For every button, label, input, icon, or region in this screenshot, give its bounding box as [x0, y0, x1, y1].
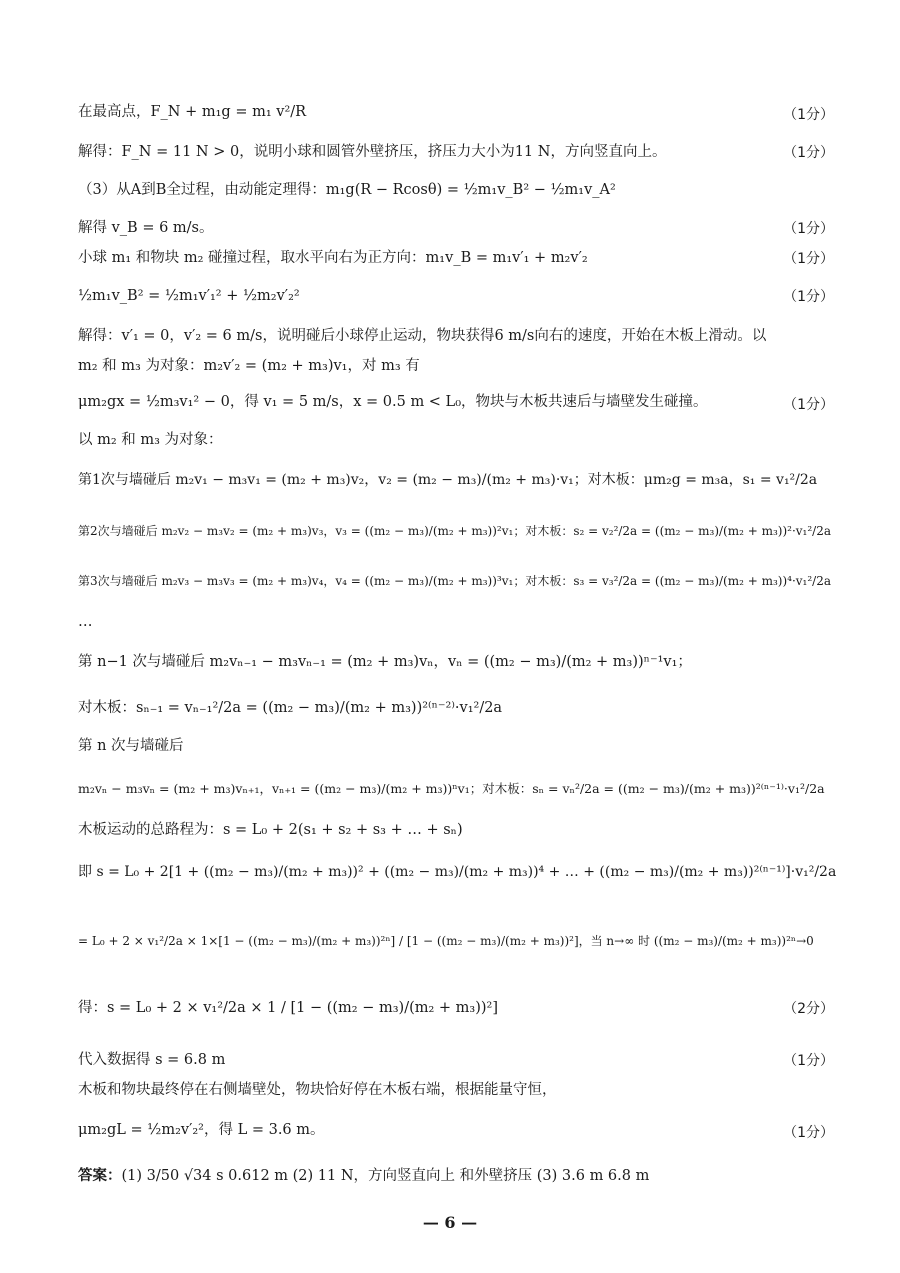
line-text: 第 n 次与墙碰后	[78, 738, 184, 754]
solution-line	[78, 652, 838, 672]
line-text: 对木板：sₙ₋₁ = vₙ₋₁²/2a = ((m₂ − m₃)/(m₂ + m₃))²⁽ⁿ⁻²⁾·v₁²/2a	[78, 700, 503, 716]
score-mark: （1分）	[783, 289, 834, 305]
line-text: 得：s = L₀ + 2 × v₁²/2a × 1 / [1 − ((m₂ − m₃)/(m₂ + m₃))²]	[78, 1000, 499, 1016]
line-text: μm₂gx = ½m₃v₁² − 0，得 v₁ = 5 m/s，x = 0.5 m < L₀，物块与木板共速后与墙壁发生碰撞。	[78, 394, 708, 410]
line-text: 解得：F_N = 11 N > 0，说明小球和圆管外壁挤压，挤压力大小为11 N，方向竖直向上。	[78, 144, 667, 160]
solution-line	[78, 142, 838, 162]
solution-line	[78, 356, 838, 376]
line-text: 即 s = L₀ + 2[1 + ((m₂ − m₃)/(m₂ + m₃))² + ((m₂ − m₃)/(m₂ + m₃))⁴ + … + ((m₂ − m₃)/(m₂ + m₃))²⁽ⁿ⁻¹⁾]·v₁²/2a	[78, 864, 837, 880]
solution-line	[78, 470, 838, 490]
line-text: 小球 m₁ 和物块 m₂ 碰撞过程，取水平向右为正方向：m₁v_B = m₁v′₁ + m₂v′₂	[78, 250, 588, 266]
solution-line	[78, 430, 838, 450]
page-number: — 6 —	[422, 1213, 478, 1232]
line-text: m₂vₙ − m₃vₙ = (m₂ + m₃)vₙ₊₁，vₙ₊₁ = ((m₂ − m₃)/(m₂ + m₃))ⁿv₁；对木板：sₙ = vₙ²/2a = ((m₂ − m₃)/(m₂ + m₃))²⁽ⁿ⁻¹⁾·v₁²/2a	[78, 780, 825, 796]
solution-line	[78, 102, 838, 122]
answer-label: 答案：	[78, 1168, 122, 1184]
solution-line	[78, 930, 838, 951]
line-text: = L₀ + 2 × v₁²/2a × 1×[1 − ((m₂ − m₃)/(m₂ + m₃))²ⁿ] / [1 − ((m₂ − m₃)/(m₂ + m₃))²]，当 n→∞ 时 ((m₂ − m₃)/(m₂ + m₃))²ⁿ→0	[78, 933, 814, 948]
line-text: （3）从A到B全过程，由动能定理得：m₁g(R − Rcosθ) = ½m₁v_B² − ½m₁v_A²	[78, 182, 616, 198]
solution-line	[78, 1050, 838, 1070]
solution-line	[78, 820, 838, 840]
solution-line	[78, 326, 838, 346]
line-text: m₂ 和 m₃ 为对象：m₂v′₂ = (m₂ + m₃)v₁，对 m₃ 有	[78, 358, 420, 374]
solution-line	[78, 736, 838, 756]
solution-line	[78, 1080, 838, 1100]
solution-line	[78, 862, 838, 882]
solution-line	[78, 248, 838, 268]
solution-line	[78, 180, 838, 200]
score-mark: （1分）	[783, 1125, 834, 1141]
solution-line	[78, 520, 838, 541]
score-mark: （1分）	[783, 221, 834, 237]
solution-line	[78, 1120, 838, 1140]
solution-line	[78, 392, 838, 412]
solution-line	[78, 998, 838, 1018]
score-mark: （1分）	[783, 145, 834, 161]
line-text: 第 n−1 次与墙碰后 m₂vₙ₋₁ − m₃vₙ₋₁ = (m₂ + m₃)vₙ，vₙ = ((m₂ − m₃)/(m₂ + m₃))ⁿ⁻¹v₁；	[78, 654, 692, 670]
solution-line	[78, 218, 838, 238]
line-text: ½m₁v_B² = ½m₁v′₁² + ½m₂v′₂²	[78, 288, 300, 304]
score-mark: （1分）	[783, 107, 834, 123]
line-text: 第3次与墙碰后 m₂v₃ − m₃v₃ = (m₂ + m₃)v₄，v₄ = ((m₂ − m₃)/(m₂ + m₃))³v₁；对木板：s₃ = v₃²/2a = ((m₂ − m₃)/(m₂ + m₃))⁴·v₁²/2a	[78, 573, 832, 588]
solution-line	[78, 570, 838, 591]
line-text: μm₂gL = ½m₂v′₂²，得 L = 3.6 m。	[78, 1122, 325, 1138]
solution-line	[78, 612, 838, 632]
line-text: 解得 v_B = 6 m/s。	[78, 220, 214, 236]
solution-line	[78, 778, 838, 799]
line-text: 第1次与墙碰后 m₂v₁ − m₃v₁ = (m₂ + m₃)v₂，v₂ = (m₂ − m₃)/(m₂ + m₃)·v₁；对木板：μm₂g = m₃a，s₁ = v₁²/2a	[78, 472, 818, 488]
score-mark: （1分）	[783, 1053, 834, 1069]
solution-line	[78, 286, 838, 306]
line-text: 木板运动的总路程为：s = L₀ + 2(s₁ + s₂ + s₃ + … + sₙ)	[78, 822, 463, 838]
solution-line	[78, 698, 838, 718]
score-mark: （1分）	[783, 251, 834, 267]
line-text: …	[78, 614, 93, 630]
line-text: 在最高点，F_N + m₁g = m₁ v²/R	[78, 104, 307, 120]
score-mark: （2分）	[783, 1001, 834, 1017]
answer-line	[78, 1166, 838, 1186]
line-text: 解得：v′₁ = 0，v′₂ = 6 m/s，说明碰后小球停止运动，物块获得6 m/s向右的速度，开始在木板上滑动。以	[78, 328, 767, 344]
score-mark: （1分）	[783, 397, 834, 413]
line-text: 代入数据得 s = 6.8 m	[78, 1052, 226, 1068]
line-text: 第2次与墙碰后 m₂v₂ − m₃v₂ = (m₂ + m₃)v₃，v₃ = ((m₂ − m₃)/(m₂ + m₃))²v₁；对木板：s₂ = v₂²/2a = ((m₂ − m₃)/(m₂ + m₃))²·v₁²/2a	[78, 523, 832, 538]
line-text: 木板和物块最终停在右侧墙壁处，物块恰好停在木板右端，根据能量守恒，	[78, 1082, 557, 1098]
answer-text: (1) 3/50 √34 s 0.612 m (2) 11 N，方向竖直向上 和外壁挤压 (3) 3.6 m 6.8 m	[121, 1168, 650, 1184]
line-text: 以 m₂ 和 m₃ 为对象：	[78, 432, 223, 448]
